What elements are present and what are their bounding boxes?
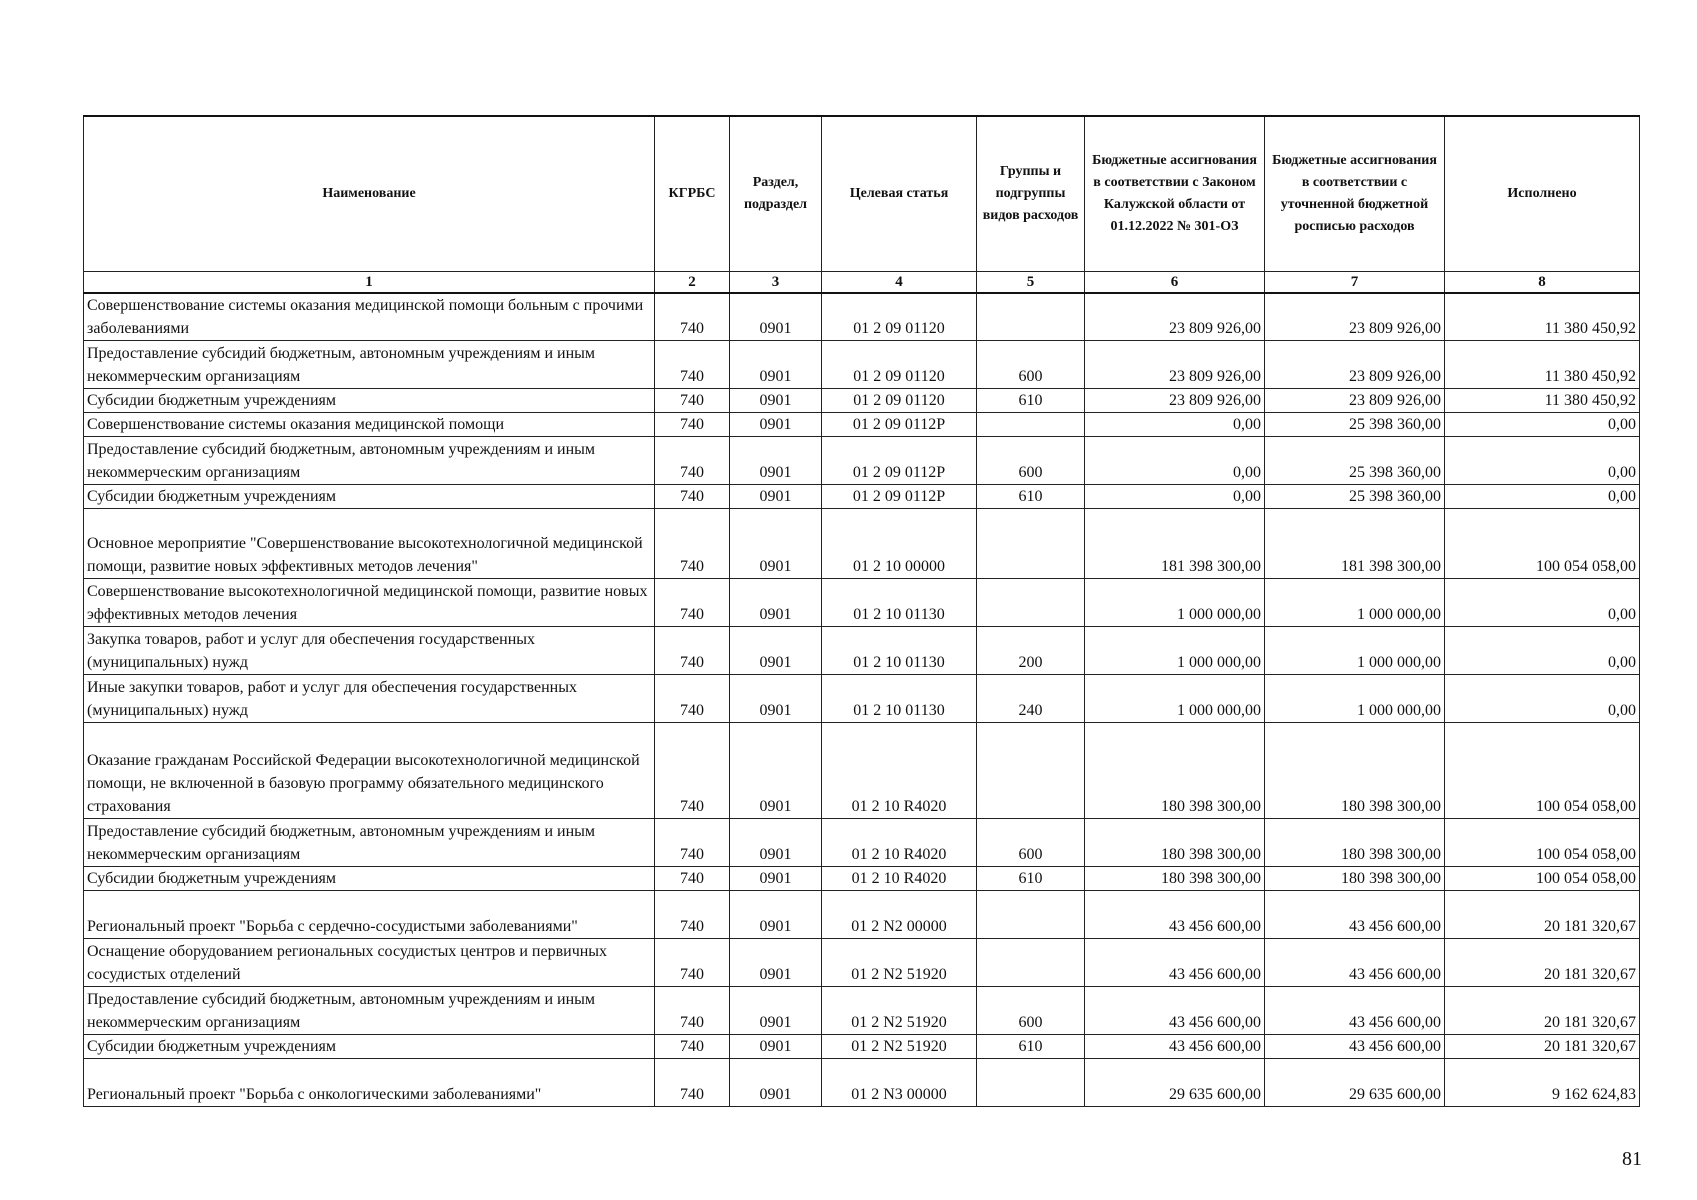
table-row xyxy=(84,819,1640,867)
row-name: Совершенствование высокотехнологичной медицинской помощи, развитие новых эффективных методов лечения xyxy=(84,579,655,627)
row-section: 0901 xyxy=(730,1059,822,1107)
row-executed: 11 380 450,92 xyxy=(1445,293,1640,341)
row-kgrbs: 740 xyxy=(655,509,730,579)
row-kgrbs: 740 xyxy=(655,293,730,341)
row-refined-allocation: 23 809 926,00 xyxy=(1265,389,1445,413)
row-law-allocation: 180 398 300,00 xyxy=(1085,867,1265,891)
row-section: 0901 xyxy=(730,891,822,939)
table-row xyxy=(84,867,1640,891)
row-executed: 0,00 xyxy=(1445,579,1640,627)
row-law-allocation: 180 398 300,00 xyxy=(1085,723,1265,819)
row-section: 0901 xyxy=(730,579,822,627)
row-executed: 11 380 450,92 xyxy=(1445,389,1640,413)
row-target-article: 01 2 09 01120 xyxy=(822,341,977,389)
row-target-article: 01 2 10 R4020 xyxy=(822,819,977,867)
column-number: 8 xyxy=(1445,271,1640,293)
table-row xyxy=(84,723,1640,819)
row-executed: 9 162 624,83 xyxy=(1445,1059,1640,1107)
row-refined-allocation: 43 456 600,00 xyxy=(1265,939,1445,987)
row-kgrbs: 740 xyxy=(655,485,730,509)
header-kgrbs: КГРБС xyxy=(655,116,730,271)
row-expense-group: 610 xyxy=(977,1035,1085,1059)
table-row xyxy=(84,437,1640,485)
row-target-article: 01 2 10 01130 xyxy=(822,627,977,675)
column-number: 7 xyxy=(1265,271,1445,293)
row-section: 0901 xyxy=(730,867,822,891)
row-expense-group xyxy=(977,891,1085,939)
row-name: Предоставление субсидий бюджетным, автономным учреждениям и иным некоммерческим организациям xyxy=(84,819,655,867)
row-target-article: 01 2 10 01130 xyxy=(822,675,977,723)
row-executed: 11 380 450,92 xyxy=(1445,341,1640,389)
row-executed: 100 054 058,00 xyxy=(1445,723,1640,819)
row-expense-group: 600 xyxy=(977,437,1085,485)
row-refined-allocation: 23 809 926,00 xyxy=(1265,341,1445,389)
row-section: 0901 xyxy=(730,509,822,579)
row-expense-group: 600 xyxy=(977,341,1085,389)
row-kgrbs: 740 xyxy=(655,1059,730,1107)
row-kgrbs: 740 xyxy=(655,341,730,389)
row-target-article: 01 2 10 R4020 xyxy=(822,723,977,819)
row-name: Совершенствование системы оказания медицинской помощи больным с прочими заболеваниями xyxy=(84,293,655,341)
page-number: 81 xyxy=(1622,1148,1642,1170)
row-refined-allocation: 43 456 600,00 xyxy=(1265,1035,1445,1059)
row-kgrbs: 740 xyxy=(655,891,730,939)
row-expense-group: 610 xyxy=(977,485,1085,509)
row-refined-allocation: 23 809 926,00 xyxy=(1265,293,1445,341)
row-expense-group: 200 xyxy=(977,627,1085,675)
row-section: 0901 xyxy=(730,1035,822,1059)
column-number: 5 xyxy=(977,271,1085,293)
table-row xyxy=(84,1035,1640,1059)
row-expense-group: 610 xyxy=(977,389,1085,413)
table-row xyxy=(84,509,1640,579)
table-row xyxy=(84,579,1640,627)
row-law-allocation: 0,00 xyxy=(1085,413,1265,437)
row-section: 0901 xyxy=(730,485,822,509)
row-refined-allocation: 180 398 300,00 xyxy=(1265,819,1445,867)
row-executed: 20 181 320,67 xyxy=(1445,939,1640,987)
row-kgrbs: 740 xyxy=(655,819,730,867)
table-row xyxy=(84,939,1640,987)
row-name: Предоставление субсидий бюджетным, автономным учреждениям и иным некоммерческим организациям xyxy=(84,341,655,389)
row-law-allocation: 43 456 600,00 xyxy=(1085,939,1265,987)
table-row xyxy=(84,293,1640,341)
row-section: 0901 xyxy=(730,389,822,413)
row-expense-group: 600 xyxy=(977,987,1085,1035)
row-section: 0901 xyxy=(730,819,822,867)
row-name: Субсидии бюджетным учреждениям xyxy=(84,1035,655,1059)
table-row xyxy=(84,485,1640,509)
row-target-article: 01 2 10 R4020 xyxy=(822,867,977,891)
row-law-allocation: 23 809 926,00 xyxy=(1085,293,1265,341)
row-target-article: 01 2 09 0112Р xyxy=(822,413,977,437)
row-kgrbs: 740 xyxy=(655,939,730,987)
row-expense-group xyxy=(977,509,1085,579)
row-executed: 0,00 xyxy=(1445,437,1640,485)
row-name: Региональный проект "Борьба с онкологическими заболеваниями" xyxy=(84,1059,655,1107)
row-executed: 20 181 320,67 xyxy=(1445,891,1640,939)
row-section: 0901 xyxy=(730,675,822,723)
row-refined-allocation: 25 398 360,00 xyxy=(1265,437,1445,485)
table-row xyxy=(84,987,1640,1035)
row-kgrbs: 740 xyxy=(655,987,730,1035)
row-expense-group: 240 xyxy=(977,675,1085,723)
row-name: Предоставление субсидий бюджетным, автономным учреждениям и иным некоммерческим организациям xyxy=(84,437,655,485)
row-target-article: 01 2 10 00000 xyxy=(822,509,977,579)
row-expense-group: 600 xyxy=(977,819,1085,867)
column-number: 1 xyxy=(84,271,655,293)
column-number: 3 xyxy=(730,271,822,293)
row-target-article: 01 2 09 0112Р xyxy=(822,485,977,509)
row-target-article: 01 2 09 0112Р xyxy=(822,437,977,485)
table-row xyxy=(84,891,1640,939)
row-expense-group xyxy=(977,413,1085,437)
row-executed: 0,00 xyxy=(1445,627,1640,675)
row-law-allocation: 180 398 300,00 xyxy=(1085,819,1265,867)
row-law-allocation: 23 809 926,00 xyxy=(1085,341,1265,389)
row-name: Основное мероприятие "Совершенствование высокотехнологичной медицинской помощи, развитие новых эффективных методов лечения" xyxy=(84,509,655,579)
row-law-allocation: 43 456 600,00 xyxy=(1085,1035,1265,1059)
table-row xyxy=(84,675,1640,723)
row-target-article: 01 2 N2 00000 xyxy=(822,891,977,939)
row-name: Субсидии бюджетным учреждениям xyxy=(84,389,655,413)
row-kgrbs: 740 xyxy=(655,627,730,675)
row-section: 0901 xyxy=(730,939,822,987)
row-executed: 100 054 058,00 xyxy=(1445,867,1640,891)
row-name: Закупка товаров, работ и услуг для обеспечения государственных (муниципальных) нужд xyxy=(84,627,655,675)
row-name: Оказание гражданам Российской Федерации высокотехнологичной медицинской помощи, не включенной в базовую программу обязательного медицинского страхования xyxy=(84,723,655,819)
row-name: Региональный проект "Борьба с сердечно-сосудистыми заболеваниями" xyxy=(84,891,655,939)
row-expense-group: 610 xyxy=(977,867,1085,891)
row-target-article: 01 2 N2 51920 xyxy=(822,1035,977,1059)
row-expense-group xyxy=(977,579,1085,627)
row-section: 0901 xyxy=(730,723,822,819)
row-refined-allocation: 25 398 360,00 xyxy=(1265,413,1445,437)
row-target-article: 01 2 N2 51920 xyxy=(822,939,977,987)
header-executed: Исполнено xyxy=(1445,116,1640,271)
row-name: Субсидии бюджетным учреждениям xyxy=(84,485,655,509)
row-expense-group xyxy=(977,939,1085,987)
row-refined-allocation: 43 456 600,00 xyxy=(1265,987,1445,1035)
header-groups: Группы и подгруппы видов расходов xyxy=(977,116,1085,271)
row-law-allocation: 0,00 xyxy=(1085,485,1265,509)
row-section: 0901 xyxy=(730,341,822,389)
table-row xyxy=(84,413,1640,437)
row-executed: 20 181 320,67 xyxy=(1445,987,1640,1035)
row-refined-allocation: 43 456 600,00 xyxy=(1265,891,1445,939)
row-section: 0901 xyxy=(730,437,822,485)
table-row xyxy=(84,627,1640,675)
row-target-article: 01 2 N3 00000 xyxy=(822,1059,977,1107)
row-target-article: 01 2 N2 51920 xyxy=(822,987,977,1035)
row-name: Оснащение оборудованием региональных сосудистых центров и первичных сосудистых отделений xyxy=(84,939,655,987)
row-kgrbs: 740 xyxy=(655,389,730,413)
header-target: Целевая статья xyxy=(822,116,977,271)
row-target-article: 01 2 10 01130 xyxy=(822,579,977,627)
table-row xyxy=(84,341,1640,389)
column-number: 2 xyxy=(655,271,730,293)
row-kgrbs: 740 xyxy=(655,723,730,819)
row-refined-allocation: 25 398 360,00 xyxy=(1265,485,1445,509)
row-refined-allocation: 1 000 000,00 xyxy=(1265,675,1445,723)
row-executed: 0,00 xyxy=(1445,485,1640,509)
column-number: 6 xyxy=(1085,271,1265,293)
row-expense-group xyxy=(977,1059,1085,1107)
row-target-article: 01 2 09 01120 xyxy=(822,293,977,341)
table-row xyxy=(84,389,1640,413)
row-law-allocation: 1 000 000,00 xyxy=(1085,675,1265,723)
row-refined-allocation: 180 398 300,00 xyxy=(1265,723,1445,819)
row-name: Совершенствование системы оказания медицинской помощи xyxy=(84,413,655,437)
row-refined-allocation: 181 398 300,00 xyxy=(1265,509,1445,579)
row-refined-allocation: 1 000 000,00 xyxy=(1265,627,1445,675)
row-law-allocation: 23 809 926,00 xyxy=(1085,389,1265,413)
row-law-allocation: 181 398 300,00 xyxy=(1085,509,1265,579)
row-target-article: 01 2 09 01120 xyxy=(822,389,977,413)
column-number: 4 xyxy=(822,271,977,293)
row-expense-group xyxy=(977,293,1085,341)
row-executed: 20 181 320,67 xyxy=(1445,1035,1640,1059)
row-refined-allocation: 1 000 000,00 xyxy=(1265,579,1445,627)
header-refined-allocations: Бюджетные ассигнования в соответствии с уточненной бюджетной росписью расходов xyxy=(1265,116,1445,271)
row-law-allocation: 0,00 xyxy=(1085,437,1265,485)
header-section: Раздел, подраздел xyxy=(730,116,822,271)
row-kgrbs: 740 xyxy=(655,437,730,485)
row-law-allocation: 29 635 600,00 xyxy=(1085,1059,1265,1107)
row-expense-group xyxy=(977,723,1085,819)
budget-table xyxy=(83,115,1640,1107)
row-executed: 0,00 xyxy=(1445,675,1640,723)
row-kgrbs: 740 xyxy=(655,675,730,723)
row-name: Иные закупки товаров, работ и услуг для обеспечения государственных (муниципальных) нужд xyxy=(84,675,655,723)
row-law-allocation: 1 000 000,00 xyxy=(1085,627,1265,675)
row-executed: 0,00 xyxy=(1445,413,1640,437)
row-section: 0901 xyxy=(730,627,822,675)
row-kgrbs: 740 xyxy=(655,1035,730,1059)
row-executed: 100 054 058,00 xyxy=(1445,509,1640,579)
header-name: Наименование xyxy=(84,116,655,271)
row-kgrbs: 740 xyxy=(655,579,730,627)
row-law-allocation: 43 456 600,00 xyxy=(1085,891,1265,939)
row-kgrbs: 740 xyxy=(655,867,730,891)
table-row xyxy=(84,1059,1640,1107)
table-body xyxy=(84,293,1640,1107)
row-section: 0901 xyxy=(730,987,822,1035)
row-refined-allocation: 29 635 600,00 xyxy=(1265,1059,1445,1107)
row-law-allocation: 1 000 000,00 xyxy=(1085,579,1265,627)
row-law-allocation: 43 456 600,00 xyxy=(1085,987,1265,1035)
row-name: Предоставление субсидий бюджетным, автономным учреждениям и иным некоммерческим организациям xyxy=(84,987,655,1035)
row-name: Субсидии бюджетным учреждениям xyxy=(84,867,655,891)
row-kgrbs: 740 xyxy=(655,413,730,437)
row-executed: 100 054 058,00 xyxy=(1445,819,1640,867)
header-law-allocations: Бюджетные ассигнования в соответствии с Законом Калужской области от 01.12.2022 № 301-ОЗ xyxy=(1085,116,1265,271)
row-refined-allocation: 180 398 300,00 xyxy=(1265,867,1445,891)
row-section: 0901 xyxy=(730,413,822,437)
row-section: 0901 xyxy=(730,293,822,341)
